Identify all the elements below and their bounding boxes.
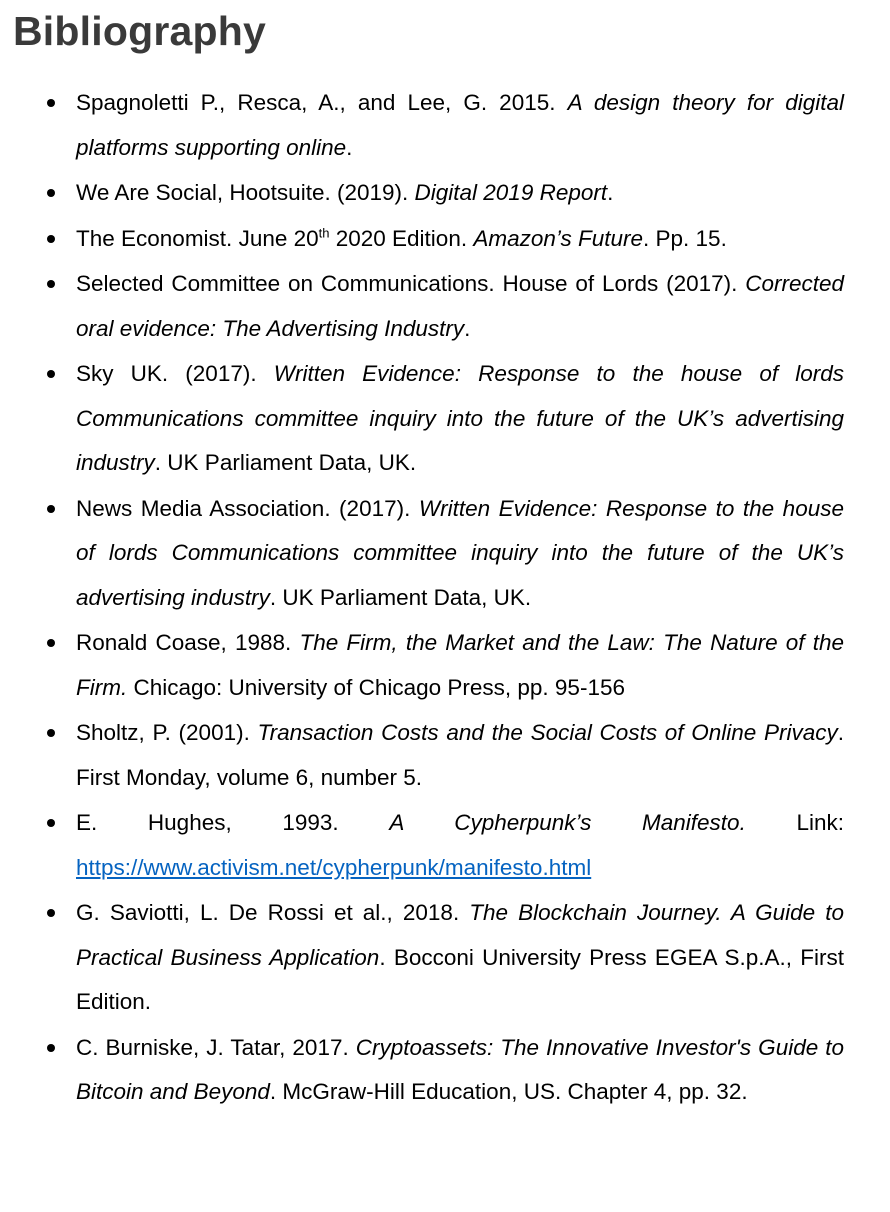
bibliography-entry [76, 487, 844, 621]
entry-author-text: Ronald Coase, 1988. [76, 630, 300, 655]
entry-title: Written Evidence: Response to the house of lords Communications committee inquiry into the future of the UK’s advertising industry [76, 495, 844, 610]
entry-author-text: We Are Social, Hootsuite. (2019). [76, 180, 415, 205]
entry-author-text: G. Saviotti, L. De Rossi et al., 2018. [76, 900, 470, 925]
bibliography-entry [76, 621, 844, 710]
entry-author-text: The Economist. June 20 [76, 225, 319, 251]
entry-author-text: C. Burniske, J. Tatar, 2017. [76, 1034, 356, 1060]
entry-title: Corrected oral evidence: The Advertising Industry [76, 271, 844, 341]
bibliography-entry [76, 801, 844, 890]
entry-author-text: Sky UK. (2017). [76, 361, 274, 386]
entry-details: . [346, 134, 353, 160]
bibliography-entry [76, 217, 844, 262]
entry-details: Link: [745, 810, 845, 835]
entry-title: Cryptoassets: The Innovative Investor's Guide to Bitcoin and Beyond [76, 1034, 844, 1104]
entry-title: Amazon’s Future [473, 225, 644, 251]
entry-details: . [607, 180, 614, 205]
entry-author-text: 2020 Edition. [329, 225, 474, 251]
entry-author-text: News Media Association. (2017). [76, 495, 419, 521]
entry-author-text: Sholtz, P. (2001). [76, 720, 258, 745]
bibliography-entry [76, 352, 844, 486]
entry-superscript: th [318, 225, 330, 240]
entry-details: . UK Parliament Data, UK. [269, 584, 532, 610]
entry-author-text: E. Hughes, 1993. [76, 810, 390, 835]
entry-title: A design theory for digital platforms supporting online [76, 90, 844, 160]
entry-details: . McGraw-Hill Education, US. Chapter 4, pp. 32. [269, 1079, 748, 1104]
entry-title: A Cypherpunk’s Manifesto. [389, 810, 746, 835]
entry-author-text: Spagnoletti P., Resca, A., and Lee, G. 2015. [76, 90, 568, 115]
entry-title: Written Evidence: Response to the house of lords Communications committee inquiry into the future of the UK’s advertising industry [76, 361, 844, 475]
bibliography-entry [76, 711, 844, 800]
bibliography-entry [76, 1026, 844, 1115]
entry-details: Chicago: University of Chicago Press, pp. 95-156 [127, 674, 625, 700]
entry-details: . Bocconi University Press EGEA S.p.A., First Edition. [76, 944, 844, 1014]
bibliography-entry [76, 891, 844, 1025]
entry-title: The Firm, the Market and the Law: The Nature of the Firm. [76, 630, 845, 700]
entry-details: . [464, 315, 471, 341]
entry-title: Digital 2019 Report [414, 180, 608, 205]
bibliography-entry [76, 171, 844, 216]
bibliography-list [0, 81, 890, 1116]
bibliography-entry [76, 262, 844, 351]
entry-author-text: Selected Committee on Communications. House of Lords (2017). [76, 271, 746, 296]
entry-details: . Pp. 15. [643, 225, 727, 251]
entry-details: . First Monday, volume 6, number 5. [76, 720, 845, 790]
entry-link[interactable]: https://www.activism.net/cypherpunk/manifesto.html [76, 854, 592, 880]
page-title: Bibliography [13, 8, 266, 54]
bibliography-entry [76, 81, 844, 170]
entry-title: Transaction Costs and the Social Costs of Online Privacy [257, 720, 838, 745]
entry-details: . UK Parliament Data, UK. [154, 450, 417, 475]
entry-title: The Blockchain Journey. A Guide to Practical Business Application [76, 900, 845, 970]
